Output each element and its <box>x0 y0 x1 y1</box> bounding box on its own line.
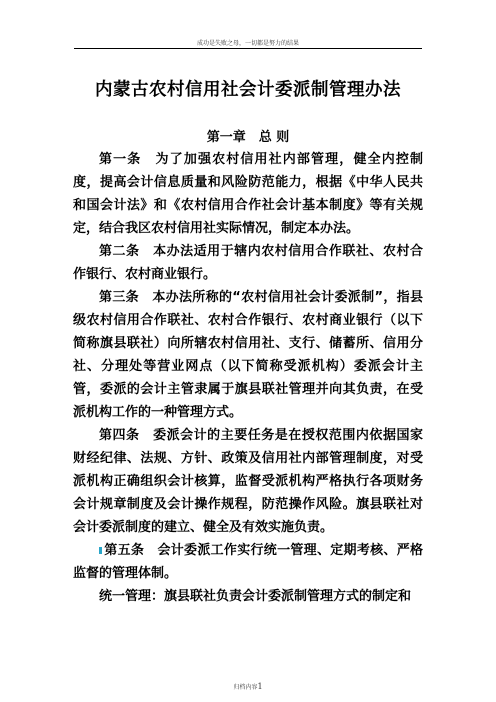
article-1: 第一条 为了加强农村信用社内部管理，健全内控制度，提高会计信息质量和风险防范能力，根据《中华人民共和国会计法》和《农村信用合作社会计基本制度》等有关规定，结合我区农村信用社实际情况，制定本办法。 <box>73 152 423 236</box>
article-5 <box>73 539 423 585</box>
header-divider <box>74 48 422 49</box>
article-5-continuation: 统一管理：旗县联社负责会计委派制管理方式的制定和 <box>99 589 412 604</box>
page-header: 成功是失败之母，一切都是努力的结果 <box>196 40 299 47</box>
document-body <box>73 148 423 608</box>
document-title: 内蒙古农村信用社会计委派制管理办法 <box>95 80 401 100</box>
article-3: 第三条 本办法所称的“农村信用社会计委派制”，指县级农村信用合作联社、农村合作银行、农村商业银行（以下简称旗县联社）向所辖农村信用社、支行、储蓄所、信用分社、分理处等营业网点（以下简称受派机构）委派会计主管，委派的会计主管隶属于旗县联社管理并向其负责，在受派机构工作的一种管理方式。 <box>73 290 423 420</box>
page-number: 1 <box>257 682 263 691</box>
chapter-heading: 第一章 总 则 <box>206 130 290 145</box>
page-footer <box>0 682 496 691</box>
article-5-text: 第五条 会计委派工作实行统一管理、定期考核、严格监督的管理体制。 <box>73 543 423 581</box>
article-4: 第四条 委派会计的主要任务是在授权范围内依据国家财经纪律、法规、方针、政策及信用社内部管理制度，对受派机构正确组织会计核算，监督受派机构严格执行各项财务会计规章制度及会计操作规程，防范操作风险。旗县联社对会计委派制度的建立、健全及有效实施负责。 <box>73 428 423 535</box>
highlight-marker <box>99 547 102 554</box>
article-2: 第二条 本办法适用于辖内农村信用合作联社、农村合作银行、农村商业银行。 <box>73 244 423 282</box>
footer-label: 归档内容 <box>233 684 258 691</box>
